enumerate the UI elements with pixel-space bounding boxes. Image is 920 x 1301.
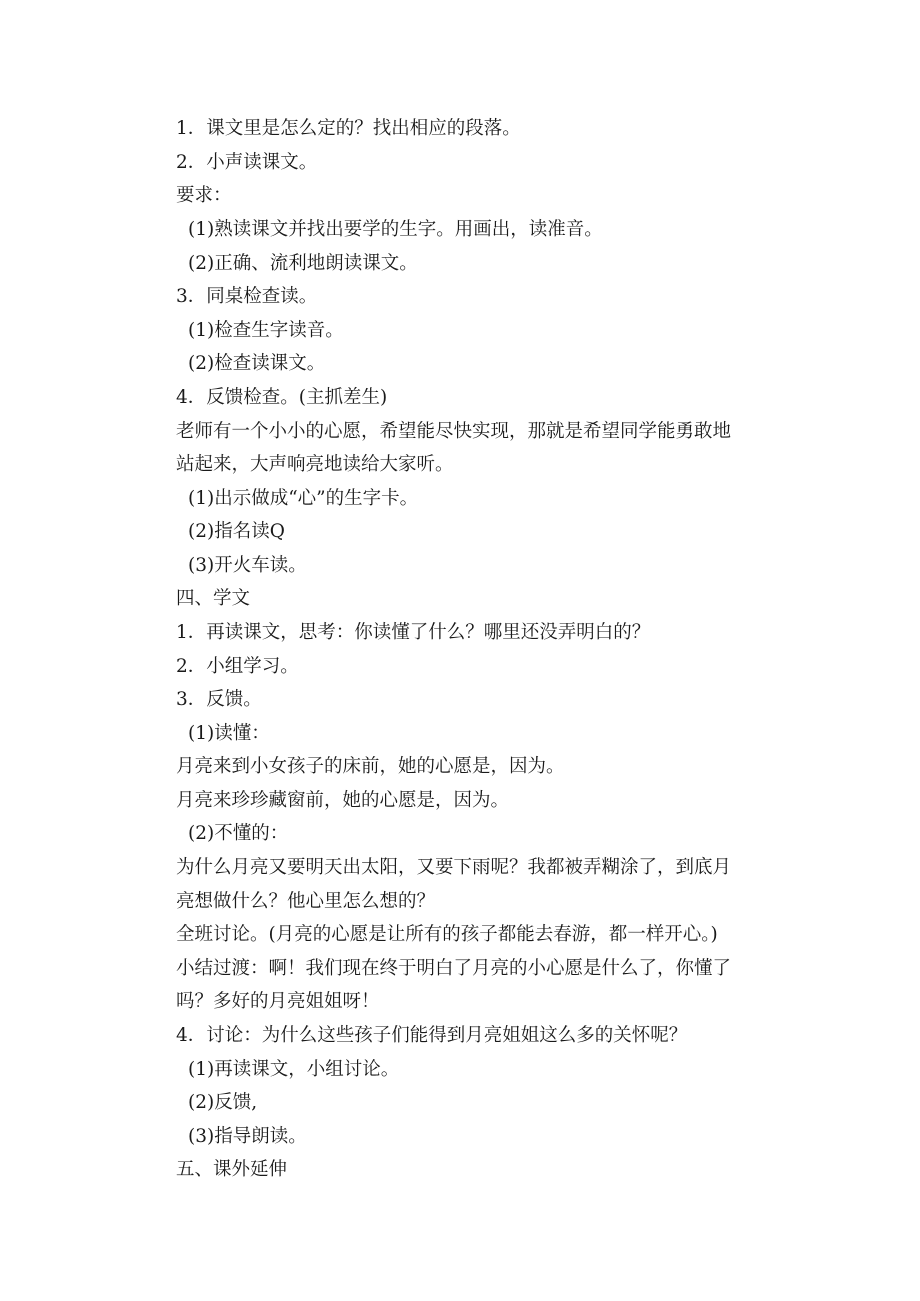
text-line: 全班讨论。(月亮的心愿是让所有的孩子都能去春游，都一样开心。)	[176, 924, 718, 945]
text-line: 4．反馈检查。(主抓差生)	[176, 387, 388, 408]
text-line: 站起来，大声响亮地读给大家听。	[176, 454, 454, 475]
section-heading: 五、课外延伸	[176, 1159, 288, 1180]
text-line: 小结过渡：啊！我们现在终于明白了月亮的小心愿是什么了，你懂了	[176, 958, 732, 979]
section-heading: 四、学文	[176, 588, 251, 609]
text-line: 月亮来到小女孩子的床前，她的心愿是，因为。	[176, 756, 565, 777]
text-line: (1)出示做成“心”的生字卡。	[188, 488, 419, 509]
text-line: 3．同桌检查读。	[176, 286, 318, 307]
text-line: (1)熟读课文并找出要学的生字。用画出，读准音。	[188, 219, 603, 240]
text-line: 1．再读课文，思考：你读懂了什么？哪里还没弄明白的？	[176, 622, 651, 643]
text-line: (2)不懂的：	[188, 823, 289, 844]
text-line: (2)正确、流利地朗读课文。	[188, 253, 418, 274]
text-line: 3．反馈。	[176, 689, 262, 710]
text-line: 月亮来珍珍藏窗前，她的心愿是，因为。	[176, 790, 510, 811]
text-line: (1)检查生字读音。	[188, 320, 344, 341]
text-line: 老师有一个小小的心愿，希望能尽快实现，那就是希望同学能勇敢地	[176, 421, 732, 442]
text-line: (2)指名读Q	[188, 521, 285, 542]
text-line: 2．小声读课文。	[176, 152, 318, 173]
text-line: 要求：	[176, 185, 232, 206]
text-line: (1)读懂：	[188, 723, 270, 744]
text-line: (1)再读课文，小组讨论。	[188, 1059, 400, 1080]
text-line: 吗？多好的月亮姐姐呀！	[176, 991, 380, 1012]
text-line: 2．小组学习。	[176, 656, 299, 677]
text-line: 为什么月亮又要明天出太阳，又要下雨呢？我都被弄糊涂了，到底月	[176, 857, 732, 878]
text-line: 1．课文里是怎么定的？找出相应的段落。	[176, 118, 521, 139]
text-line: (2)反馈,	[188, 1092, 258, 1113]
text-line: 亮想做什么？他心里怎么想的？	[176, 891, 436, 912]
text-line: 4．讨论：为什么这些孩子们能得到月亮姐姐这么多的关怀呢？	[176, 1025, 688, 1046]
text-line: (2)检查读课文。	[188, 353, 326, 374]
text-line: (3)开火车读。	[188, 555, 307, 576]
text-line: (3)指导朗读。	[188, 1126, 307, 1147]
